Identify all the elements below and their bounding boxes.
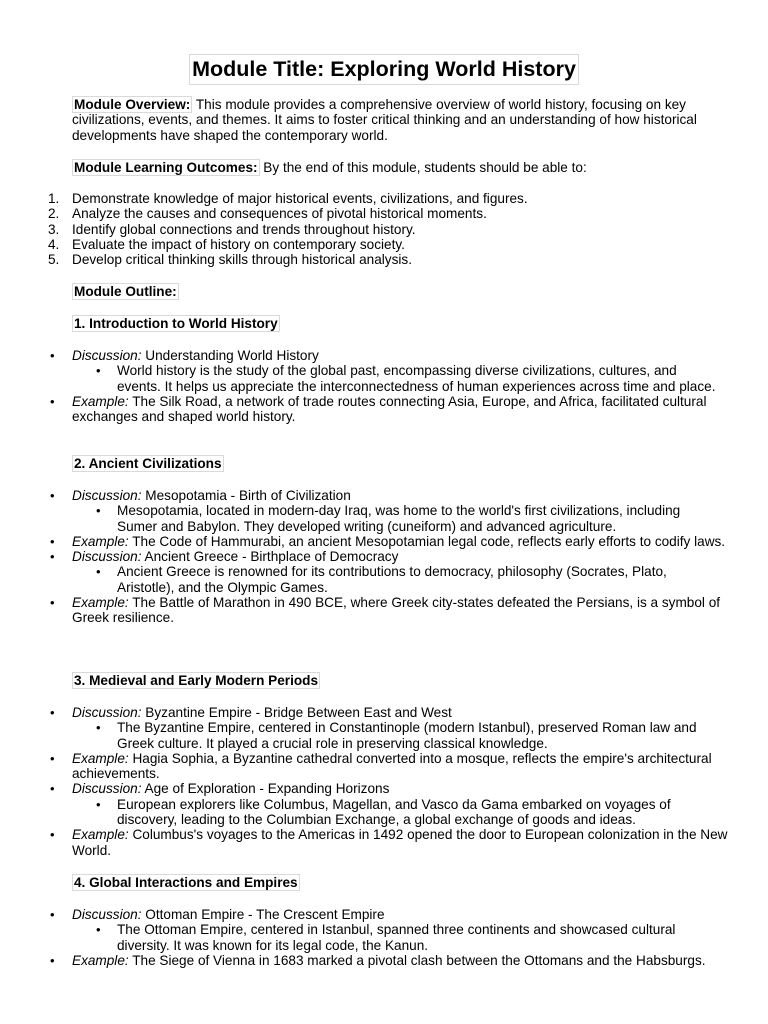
- list-item: • The Ottoman Empire, centered in Istanbul, spanned three continents and showcased cultural diversity. It was known for its legal code, the Kanun.: [96, 922, 676, 953]
- list-item: 2. Analyze the causes and consequences of pivotal historical moments.: [48, 206, 487, 222]
- list-item: • Example: The Battle of Marathon in 490 BCE, where Greek city-states defeated the Persians, is a symbol of Greek resilience.: [50, 595, 721, 626]
- list-item: • Discussion: Ottoman Empire - The Crescent Empire: [50, 907, 385, 922]
- section-3-list: [0, 705, 740, 858]
- section-2-list: [0, 488, 740, 626]
- section-heading: 1. Introduction to World History: [74, 316, 278, 331]
- list-item: • Discussion: Byzantine Empire - Bridge Between East and West: [50, 705, 452, 720]
- module-outline-heading: [72, 284, 732, 299]
- section-heading: 2. Ancient Civilizations: [74, 456, 222, 471]
- outline-label: Module Outline:: [74, 284, 177, 299]
- list-item: • Discussion: Understanding World History: [50, 348, 319, 363]
- list-item: 5. Develop critical thinking skills through historical analysis.: [48, 252, 412, 268]
- list-item: • Example: The Code of Hammurabi, an ancient Mesopotamian legal code, reflects early efforts to codify laws.: [50, 533, 726, 549]
- module-title: Module Title: Exploring World History: [189, 54, 579, 85]
- section-heading: 4. Global Interactions and Empires: [74, 875, 298, 890]
- overview-text: This module provides a comprehensive overview of world history, focusing on key civilizations, events, and themes. It aims to foster critical thinking and an understanding of how historical developments have shaped the contemporary world.: [72, 97, 697, 143]
- list-item: • Ancient Greece is renowned for its contributions to democracy, philosophy (Socrates, Plato, Aristotle), and the Olympic Games.: [96, 564, 667, 595]
- list-item: • Example: The Silk Road, a network of trade routes connecting Asia, Europe, and Africa, facilitated cultural exchanges and shaped world history.: [50, 393, 707, 425]
- list-item: • World history is the study of the global past, encompassing diverse civilizations, cultures, and events. It helps us appreciate the interconnectedness of human experiences across time and place.: [96, 363, 716, 394]
- list-item: 3. Identify global connections and trends throughout history.: [48, 221, 416, 237]
- list-item: 4. Evaluate the impact of history on contemporary society.: [48, 236, 405, 252]
- list-item: • Mesopotamia, located in modern-day Iraq, was home to the world's first civilizations, including Sumer and Babylon. They developed writing (cuneiform) and advanced agriculture.: [96, 503, 681, 534]
- learning-outcomes-list: [0, 191, 740, 267]
- list-item: • Discussion: Ancient Greece - Birthplace of Democracy: [50, 549, 399, 565]
- outcomes-label: Module Learning Outcomes:: [74, 160, 258, 175]
- overview-label: Module Overview:: [74, 97, 191, 112]
- list-item: 1. Demonstrate knowledge of major historical events, civilizations, and figures.: [48, 191, 528, 206]
- module-overview: [72, 97, 732, 143]
- learning-outcomes-intro: [72, 160, 732, 175]
- section-4-list: [0, 907, 740, 968]
- list-item: • European explorers like Columbus, Magellan, and Vasco da Gama embarked on voyages of discovery, leading to the Columbian Exchange, a global exchange of goods and ideas.: [96, 796, 671, 828]
- outcomes-text: By the end of this module, students should be able to:: [259, 160, 587, 175]
- list-item: • Example: Hagia Sophia, a Byzantine cathedral converted into a mosque, reflects the empire's architectural achievements.: [50, 750, 712, 782]
- list-item: • Example: The Siege of Vienna in 1683 marked a pivotal clash between the Ottomans and the Habsburgs.: [50, 952, 706, 968]
- title-container: [0, 54, 768, 85]
- section-1-list: [0, 348, 740, 424]
- list-item: • Discussion: Mesopotamia - Birth of Civilization: [50, 488, 351, 503]
- section-heading: 3. Medieval and Early Modern Periods: [74, 673, 319, 688]
- list-item: • Discussion: Age of Exploration - Expanding Horizons: [50, 781, 390, 797]
- list-item: • The Byzantine Empire, centered in Constantinople (modern Istanbul), preserved Roman law and Greek culture. It played a crucial role in preserving classical knowledge.: [96, 720, 697, 751]
- list-item: • Example: Columbus's voyages to the Americas in 1492 opened the door to European colonization in the New World.: [50, 827, 728, 858]
